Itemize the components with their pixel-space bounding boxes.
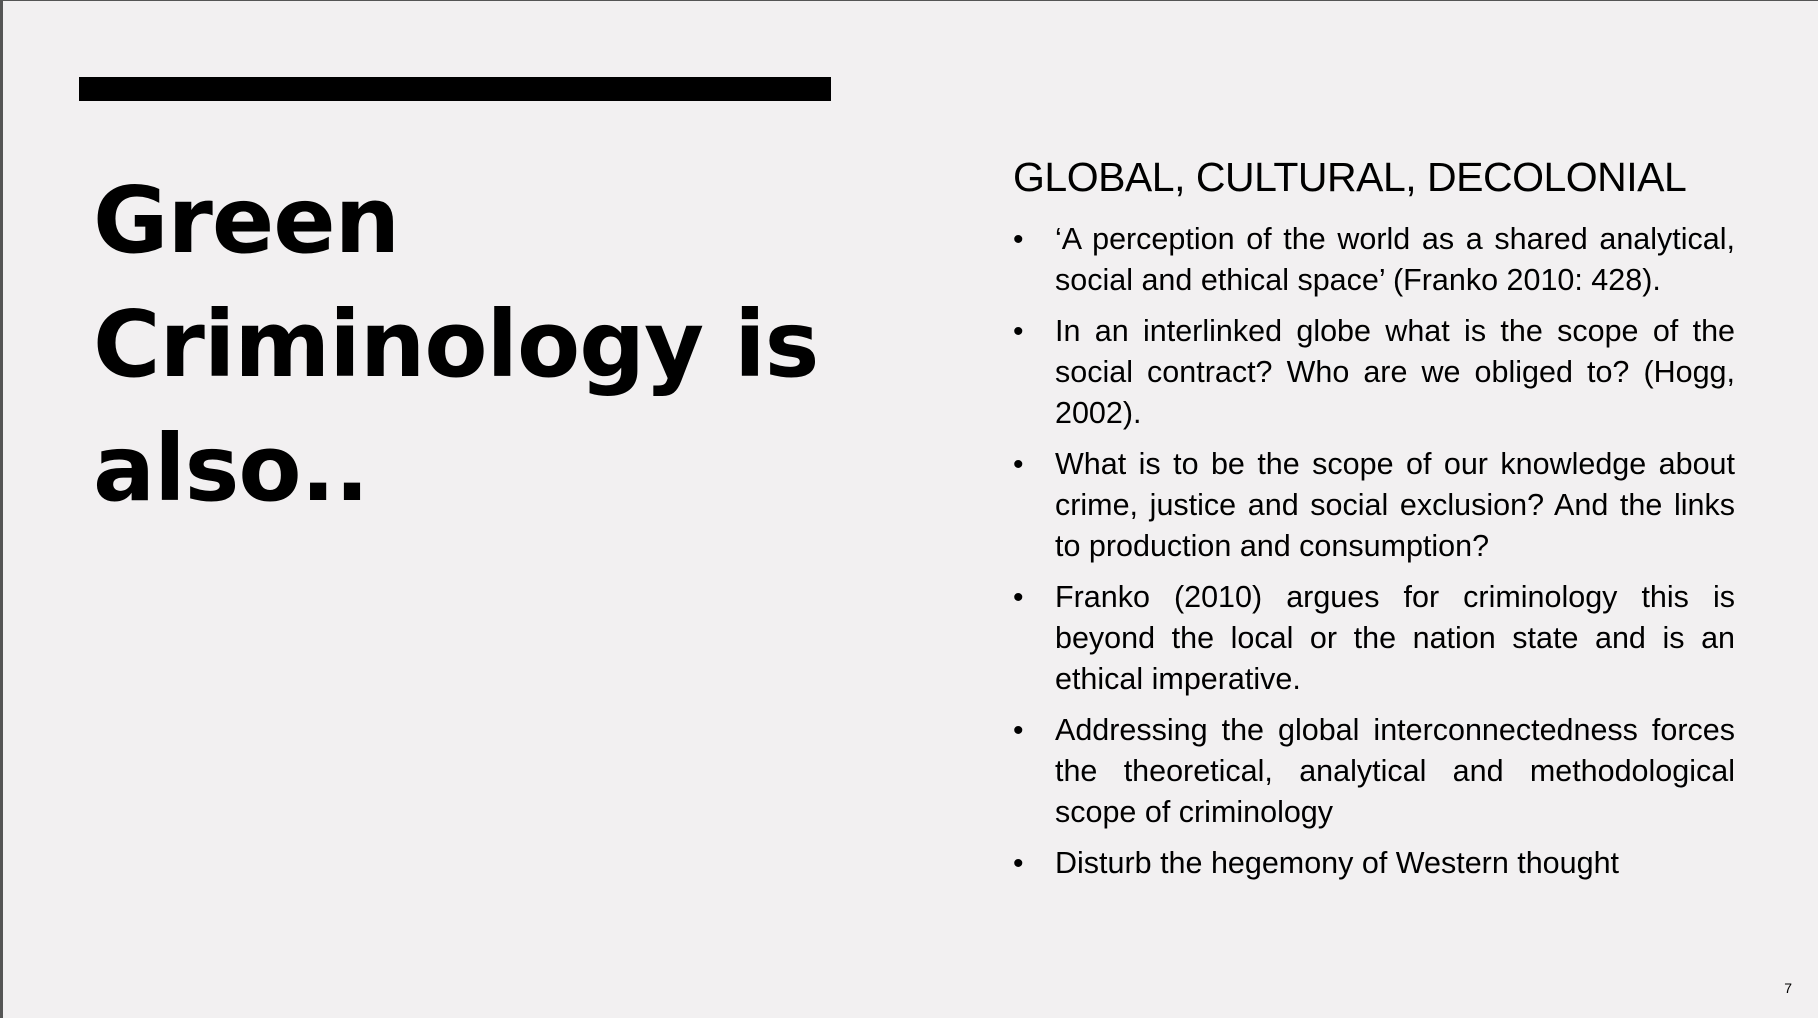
title-line-1: Green [93, 167, 400, 274]
bullet-item [1013, 219, 1735, 301]
bullet-item [1013, 444, 1735, 567]
bullet-text: ‘A perception of the world as a shared analytical, social and ethical space’ (Franko 2010: 428). [1055, 222, 1735, 297]
bullet-item [1013, 710, 1735, 833]
bullet-text: Disturb the hegemony of Western thought [1055, 846, 1620, 880]
bullet-icon: • [1013, 847, 1024, 880]
content-area [1013, 153, 1735, 894]
bullet-text: What is to be the scope of our knowledge about crime, justice and social exclusion? And the links to production and consumption? [1055, 447, 1735, 563]
accent-bar [79, 77, 831, 101]
bullet-item [1013, 311, 1735, 434]
title-line-2: Criminology is [93, 291, 819, 398]
page-number: 7 [1784, 980, 1792, 996]
bullet-icon: • [1013, 448, 1024, 481]
bullet-item [1013, 577, 1735, 700]
bullet-icon: • [1013, 581, 1024, 614]
bullet-text: In an interlinked globe what is the scope of the social contract? Who are we obliged to? (Hogg, 2002). [1055, 314, 1735, 430]
bullet-text: Addressing the global interconnectedness forces the theoretical, analytical and methodological scope of criminology [1055, 713, 1735, 829]
bullet-icon: • [1013, 315, 1024, 348]
slide-title [93, 159, 853, 531]
section-subtitle: GLOBAL, CULTURAL, DECOLONIAL [1013, 154, 1687, 200]
bullet-list [1013, 219, 1735, 884]
bullet-icon: • [1013, 714, 1024, 747]
bullet-item [1013, 843, 1735, 884]
title-line-3: also.. [93, 415, 369, 522]
bullet-text: Franko (2010) argues for criminology this is beyond the local or the nation state and is an ethical imperative. [1055, 580, 1735, 696]
bullet-icon: • [1013, 223, 1024, 256]
